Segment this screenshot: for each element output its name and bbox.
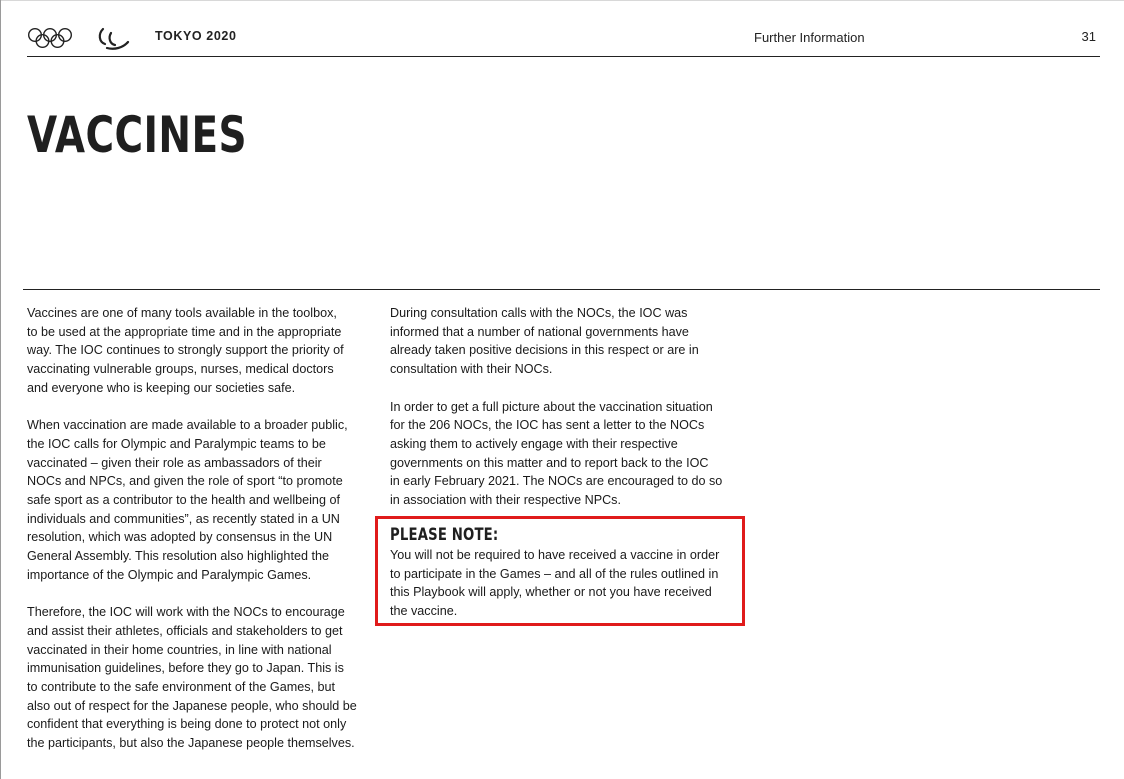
section-divider — [23, 289, 1100, 290]
paragraph: Therefore, the IOC will work with the NOCs to encourage and assist their athletes, officials and stakeholders to get vaccinated in their home countries, in line with national immunisation guidelines, before they go to Japan. This is to contribute to the safe environment of the Games, but also out of respect for the Japanese people, who should be confident that everything is being done to protect not only the participants, but also the Japanese people themselves. — [27, 605, 357, 751]
paragraph: In order to get a full picture about the vaccination situation for the 206 NOCs, the IOC has sent a letter to the NOCs asking them to actively engage with their respective governments on this matter and to report back to the IOC in early February 2021. The NOCs are encouraged to do so in association with their respective NPCs. — [390, 399, 723, 508]
event-name: TOKYO 2020 — [155, 29, 237, 43]
page-left-border — [0, 0, 1, 779]
page-header — [27, 24, 1100, 57]
page-top-border — [0, 0, 1124, 1]
right-column — [390, 304, 735, 528]
paragraph: When vaccination are made available to a broader public, the IOC calls for Olympic and Paralympic teams to be vaccinated – given their role as ambassadors of their NOCs and NPCs, and given the role of sport “to promote safe sport as a contributor to the health and wellbeing of individuals and communities”, as recently stated in a UN resolution, which was adopted by consensus in the UN General Assembly. This resolution also highlighted the importance of the Olympic and Paralympic Games. — [27, 418, 348, 582]
olympic-rings-icon — [27, 27, 73, 49]
paragraph: During consultation calls with the NOCs, the IOC was informed that a number of national governments have already taken positive decisions in this respect or are in consultation with their NOCs. — [390, 306, 699, 377]
left-column — [27, 304, 372, 772]
note-heading: PLEASE NOTE: — [390, 525, 499, 545]
note-body: You will not be required to have received a vaccine in order to participate in the Games – and all of the rules outlined in this Playbook will apply, whether or not you have received the vaccine. — [390, 548, 720, 619]
page-title: VACCINES — [27, 106, 247, 164]
page-number: 31 — [1081, 29, 1096, 44]
paragraph: Vaccines are one of many tools available in the toolbox, to be used at the appropriate time and in the appropriate way. The IOC continues to strongly support the priority of vaccinating vulnerable groups, nurses, medical doctors and everyone who is keeping our societies safe. — [27, 306, 344, 395]
section-title: Further Information — [754, 30, 865, 45]
paralympic-agitos-icon — [97, 25, 131, 51]
